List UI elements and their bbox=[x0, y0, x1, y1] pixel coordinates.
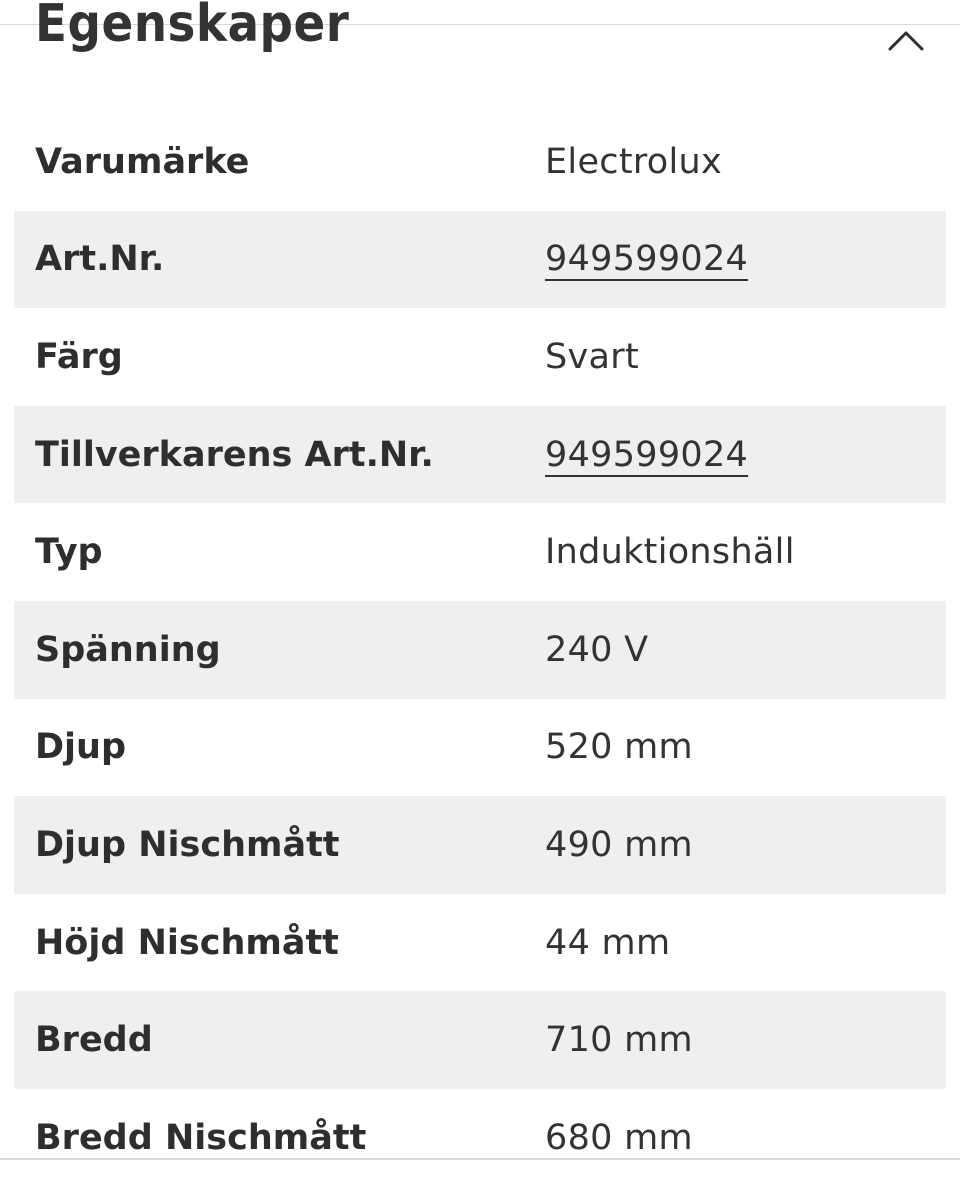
property-row-niche-height bbox=[14, 894, 946, 992]
property-label: Spänning bbox=[35, 629, 221, 670]
property-value: 680 mm bbox=[545, 1117, 693, 1158]
property-label: Bredd Nischmått bbox=[35, 1117, 367, 1158]
property-row-brand bbox=[14, 113, 946, 211]
property-label: Färg bbox=[35, 336, 123, 377]
property-label: Bredd bbox=[35, 1020, 153, 1061]
property-value: 520 mm bbox=[545, 727, 693, 768]
property-row-niche-depth bbox=[14, 796, 946, 894]
property-row-niche-width bbox=[14, 1089, 946, 1187]
property-label: Typ bbox=[35, 532, 103, 573]
property-row-article-number bbox=[14, 211, 946, 309]
bottom-divider bbox=[0, 1158, 960, 1160]
property-label: Tillverkarens Art.Nr. bbox=[35, 434, 434, 475]
property-row-depth bbox=[14, 699, 946, 797]
section-title: Egenskaper bbox=[35, 0, 350, 54]
chevron-up-icon bbox=[880, 20, 932, 60]
property-value: 490 mm bbox=[545, 824, 693, 865]
property-label: Art.Nr. bbox=[35, 239, 165, 280]
manufacturer-article-number-link[interactable]: 949599024 bbox=[545, 434, 749, 475]
property-row-voltage bbox=[14, 601, 946, 699]
property-row-manufacturer-article-number bbox=[14, 406, 946, 504]
property-value: Electrolux bbox=[545, 141, 722, 182]
property-row-color bbox=[14, 308, 946, 406]
property-value: 44 mm bbox=[545, 922, 671, 963]
properties-table bbox=[14, 113, 946, 1187]
property-label: Djup bbox=[35, 727, 127, 768]
collapse-toggle-button[interactable] bbox=[880, 20, 932, 60]
property-label: Varumärke bbox=[35, 141, 250, 182]
property-value: 710 mm bbox=[545, 1020, 693, 1061]
property-value: Svart bbox=[545, 336, 639, 377]
property-label: Djup Nischmått bbox=[35, 824, 340, 865]
property-value: 240 V bbox=[545, 629, 649, 670]
article-number-link[interactable]: 949599024 bbox=[545, 239, 749, 280]
property-value: Induktionshäll bbox=[545, 532, 795, 573]
property-row-width bbox=[14, 991, 946, 1089]
property-label: Höjd Nischmått bbox=[35, 922, 339, 963]
property-row-type bbox=[14, 503, 946, 601]
